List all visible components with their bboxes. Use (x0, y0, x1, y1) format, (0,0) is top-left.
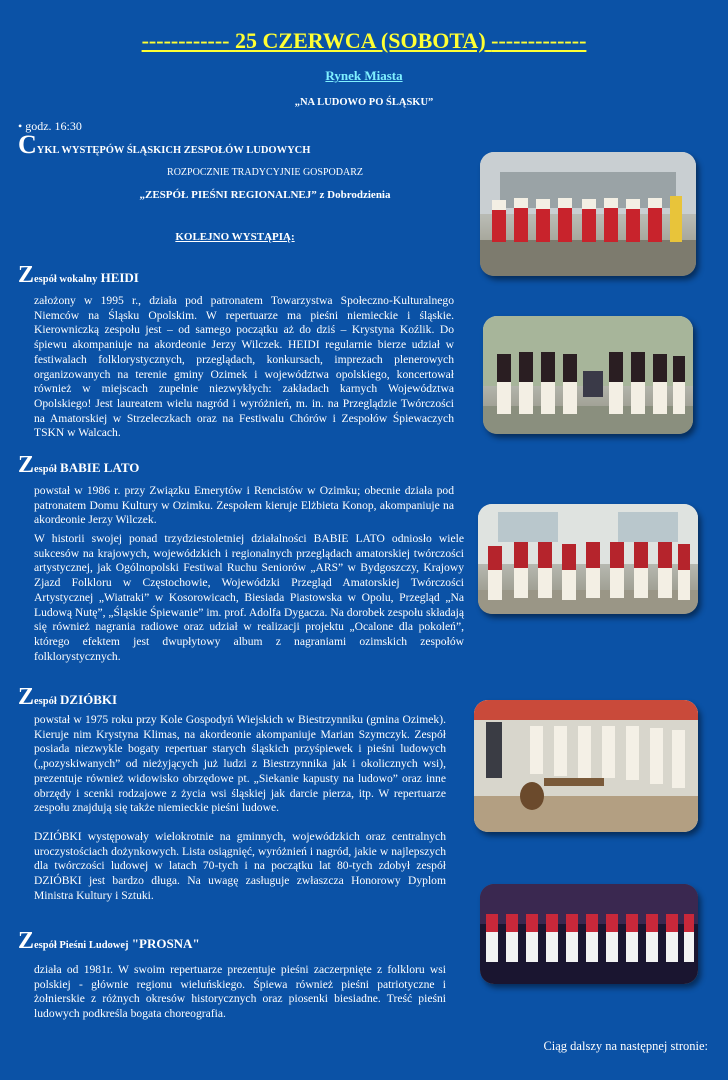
group-heading-initial: Z (18, 928, 35, 954)
photo-prosna (480, 884, 698, 984)
group-heading-prosna (18, 928, 200, 955)
group-text-dziobki-1: powstał w 1975 roku przy Kole Gospodyń Wiejskich w Biestrzynniku (gmina Ozimek). Kieruje nim Krystyna Klimas, na akordeonie akompaniuje Marian Szymczyk. Zespół posiada niezwykle bogaty repertuar starych śląskich przyśpiewek i pieśni ludowych („pozyskiwanych” od nieżyjących już ludzi z Biestrzynnika jak i okolicznych wsi), prezentuje również widowisko obrzędowe pt. „Siekanie kapusty na ludowo” oraz inne obrzędy i scenki rodzajowe z życia wsi śląskiej jak darcie pierza, itp. W repertuarze zespołu znajdują się także niemieckie pieśni ludowe. (34, 713, 446, 815)
cycle-heading (18, 130, 311, 159)
photo-host-group (480, 152, 696, 276)
photo-babie-lato (478, 504, 698, 614)
group-heading-heidi (18, 262, 139, 289)
group-heading-small: espół Pieśni Ludowej (34, 940, 129, 951)
next-performers-label: KOLEJNO WYSTĄPIĄ: (175, 231, 295, 243)
group-text-dziobki-2: DZIÓBKI występowały wielokrotnie na gminnych, wojewódzkich oraz centralnych uroczystościach dożynkowych. Lista osiągnięć, wyróżnień i nagród, jakie w najlepszych dla twórczości ludowej w latach 70-tych i na początku lat 80-tych zdobył zespół DZIÓBKI jest bardzo długa. Na uwagę zasługuje zwłaszcza Honorowy Dyplom Ministra Kultury i Sztuki. (34, 830, 446, 902)
group-heading-small: espół (34, 696, 57, 707)
group-heading-initial: Z (18, 452, 35, 478)
group-text-babie-lato-1: powstał w 1986 r. przy Związku Emerytów i Rencistów w Ozimku; obecnie działa pod patronatem Domu Kultury w Ozimku. Zespołem kieruje Elżbieta Konop, akompaniuje na akordeonie Jerzy Wilczek. (34, 484, 454, 527)
host-group: „ZESPÓŁ PIEŚNI REGIONALNEJ” z Dobrodzienia (139, 189, 391, 201)
continued-note: Ciąg dalszy na następnej stronie: (543, 1039, 708, 1053)
group-text-prosna: działa od 1981r. W swoim repertuarze prezentuje pieśni zaczerpnięte z folkloru wsi polskiej - głównie regionu wieluńskiego. Śpiewa również pieśni patriotyczne i żołnierskie z różnych okresów historycznych oraz piosenki biesiadne. Treść pieśni ludowych podkreśla bogata choreografia. (34, 963, 446, 1021)
header-date (0, 28, 728, 54)
group-heading-babie-lato (18, 452, 139, 479)
group-heading-small: espół wokalny (34, 274, 98, 285)
opening-line: ROZPOCZNIE TRADYCYJNIE GOSPODARZ (167, 167, 363, 178)
group-heading-initial: Z (18, 684, 35, 710)
group-heading-name: DZIÓBKI (60, 692, 118, 707)
header-dashes-left: ------------ (141, 28, 230, 53)
group-heading-name: "PROSNA" (131, 936, 200, 951)
cycle-initial: C (18, 130, 37, 159)
group-heading-dziobki (18, 684, 117, 711)
group-heading-small: espół (34, 464, 57, 475)
photo-dziobki (474, 700, 698, 832)
group-heading-initial: Z (18, 262, 35, 288)
cycle-rest: YKL WYSTĘPÓW ŚLĄSKICH ZESPOŁÓW LUDOWYCH (36, 145, 311, 156)
event-time: • godz. 16:30 (18, 119, 82, 133)
header-date-text: 25 CZERWCA (SOBOTA) (235, 28, 486, 53)
group-heading-name: BABIE LATO (60, 460, 140, 475)
group-text-heidi: założony w 1995 r., działa pod patronatem Towarzystwa Społeczno-Kulturalnego Niemców na Śląsku Opolskim. W repertuarze ma pieśni niemieckie i śląskie. Kierowniczką zespołu jest – od samego początku aż do dziś – Krystyna Koźlik. Do śpiewu akompaniuje na akordeonie Jerzy Wilczek. HEIDI regularnie bierze udział w festiwalach folklorystycznych, przeglądach, konkursach, imprezach plenerowych organizowanych na terenie gminy Ozimek i województwa opolskiego, koncertował również w miejscach zupełnie niezwykłych: zakładach karnych Województwa Opolskiego! Jest laureatem wielu nagród i wyróżnień, m. in. na Przeglądzie Twórczości na Amatorskiej w Strzeleczkach oraz na Festiwalu Chórów i Zespołów Śpiewaczych TSKN w Walcach. (34, 294, 454, 440)
header-dashes-right: ------------- (491, 28, 587, 53)
group-heading-name: HEIDI (100, 270, 139, 285)
group-text-babie-lato-2: W historii swojej ponad trzydziestoletniej działalności BABIE LATO odniosło wiele sukcesów na krajowych, wojewódzkich i regionalnych przeglądach amatorskiej twórczości artystycznej, jak Ogólnopolski Festiwal Ruchu Seniorów „ARS” w Bydgoszczy, Krajowy Zjazd Folkloru w Częstochowie, Wojewódzki Przegląd Amatorskiej Twórczości Artystycznej „Wiatraki” w Kosorowicach, Biesiada Piastowska w Opolu, Przegląd „Na Ludową Nutę”, „Śląskie Śpiewanie” im. prof. Adolfa Dygacza. Na dorobek zespołu składają się również nagrania radiowe oraz udział w realizacji projektu „Ocalone dla pokoleń”, którego efektem jest dwupłytowy album z nagraniami ozimskich zespołów folklorystycznych. (34, 532, 464, 663)
photo-heidi (483, 316, 693, 434)
event-title: „NA LUDOWO PO ŚLĄSKU” (294, 97, 434, 108)
venue-label: Rynek Miasta (325, 68, 403, 83)
